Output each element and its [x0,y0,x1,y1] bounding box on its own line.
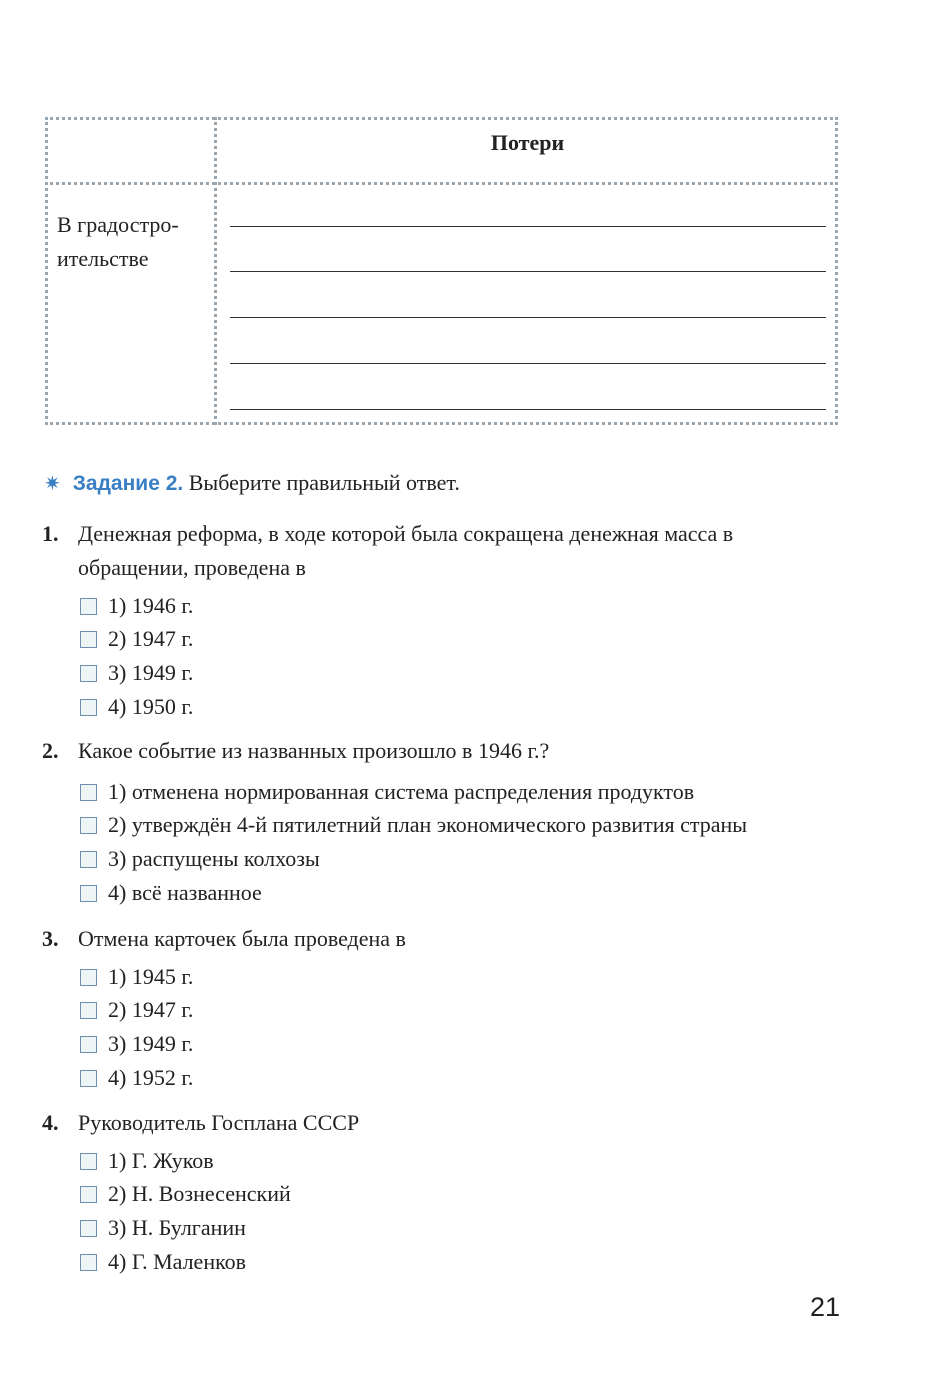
answer-option[interactable] [80,1061,193,1095]
question-text [78,1106,848,1140]
question-text-line: Отмена карточек была проведена в [78,926,406,951]
checkbox[interactable] [80,665,97,682]
question-text [78,922,848,956]
table-divider [45,182,838,185]
answer-line[interactable] [230,363,826,364]
checkbox[interactable] [80,1002,97,1019]
checkbox[interactable] [80,699,97,716]
answer-option[interactable] [80,1027,193,1061]
question-text-line: Руководитель Госплана СССР [78,1110,360,1135]
checkbox[interactable] [80,631,97,648]
option-label: 4) 1952 г. [108,1065,194,1090]
option-label: 3) распущены колхозы [108,846,320,871]
option-label: 2) 1947 г. [108,626,194,651]
checkbox[interactable] [80,1070,97,1087]
answer-line[interactable] [230,409,826,410]
task-instruction: Выберите правильный ответ. [188,470,460,495]
option-label: 4) всё названное [108,880,262,905]
option-label: 3) 1949 г. [108,660,194,685]
option-label: 2) Н. Вознесенский [108,1181,291,1206]
answer-option[interactable] [80,656,193,690]
checkbox[interactable] [80,817,97,834]
question-number: 4. [42,1110,59,1135]
option-label: 4) Г. Маленков [108,1249,247,1274]
answer-option[interactable] [80,622,193,656]
row-label-line: ительстве [57,246,149,271]
row-label [57,208,179,276]
question-number: 3. [42,926,59,951]
answer-option[interactable] [80,808,747,842]
answer-option[interactable] [80,1211,246,1245]
page-number: 21 [810,1292,841,1322]
answer-option[interactable] [80,876,262,910]
checkbox[interactable] [80,885,97,902]
answer-option[interactable] [80,775,694,809]
option-label: 1) отменена нормированная система распределения продуктов [108,779,695,804]
row-label-line: В градостро- [57,212,179,237]
task-title: Задание 2. [72,472,184,495]
option-label: 1) 1946 г. [108,593,194,618]
question-text-line: Какое событие из названных произошло в 1946 г.? [78,738,550,763]
table-divider [214,117,217,425]
question-number: 1. [42,521,59,546]
option-label: 2) 1947 г. [108,997,194,1022]
checkbox[interactable] [80,1153,97,1170]
checkbox[interactable] [80,784,97,801]
answer-option[interactable] [80,1144,214,1178]
star-icon: ✷ [44,473,61,495]
question-number: 2. [42,738,59,763]
answer-option[interactable] [80,690,193,724]
task-heading [44,466,460,501]
option-label: 4) 1950 г. [108,694,194,719]
answer-option[interactable] [80,960,193,994]
checkbox[interactable] [80,1220,97,1237]
table-header-losses: Потери [490,130,565,155]
checkbox[interactable] [80,1254,97,1271]
answer-option[interactable] [80,993,193,1027]
question-text [78,734,848,768]
answer-option[interactable] [80,589,193,623]
checkbox[interactable] [80,1036,97,1053]
option-label: 1) 1945 г. [108,964,194,989]
question-text [78,517,848,585]
checkbox[interactable] [80,851,97,868]
answer-option[interactable] [80,842,320,876]
answer-option[interactable] [80,1245,246,1279]
option-label: 3) 1949 г. [108,1031,194,1056]
answer-line[interactable] [230,317,826,318]
checkbox[interactable] [80,969,97,986]
option-label: 2) утверждён 4-й пятилетний план экономического развития страны [108,812,748,837]
question-text-line: Денежная реформа, в ходе которой была сокращена денежная масса в [78,521,734,546]
option-label: 3) Н. Булганин [108,1215,246,1240]
answer-line[interactable] [230,226,826,227]
checkbox[interactable] [80,598,97,615]
answer-option[interactable] [80,1177,291,1211]
question-text-line: обращении, проведена в [78,555,306,580]
checkbox[interactable] [80,1186,97,1203]
option-label: 1) Г. Жуков [108,1148,214,1173]
answer-line[interactable] [230,271,826,272]
